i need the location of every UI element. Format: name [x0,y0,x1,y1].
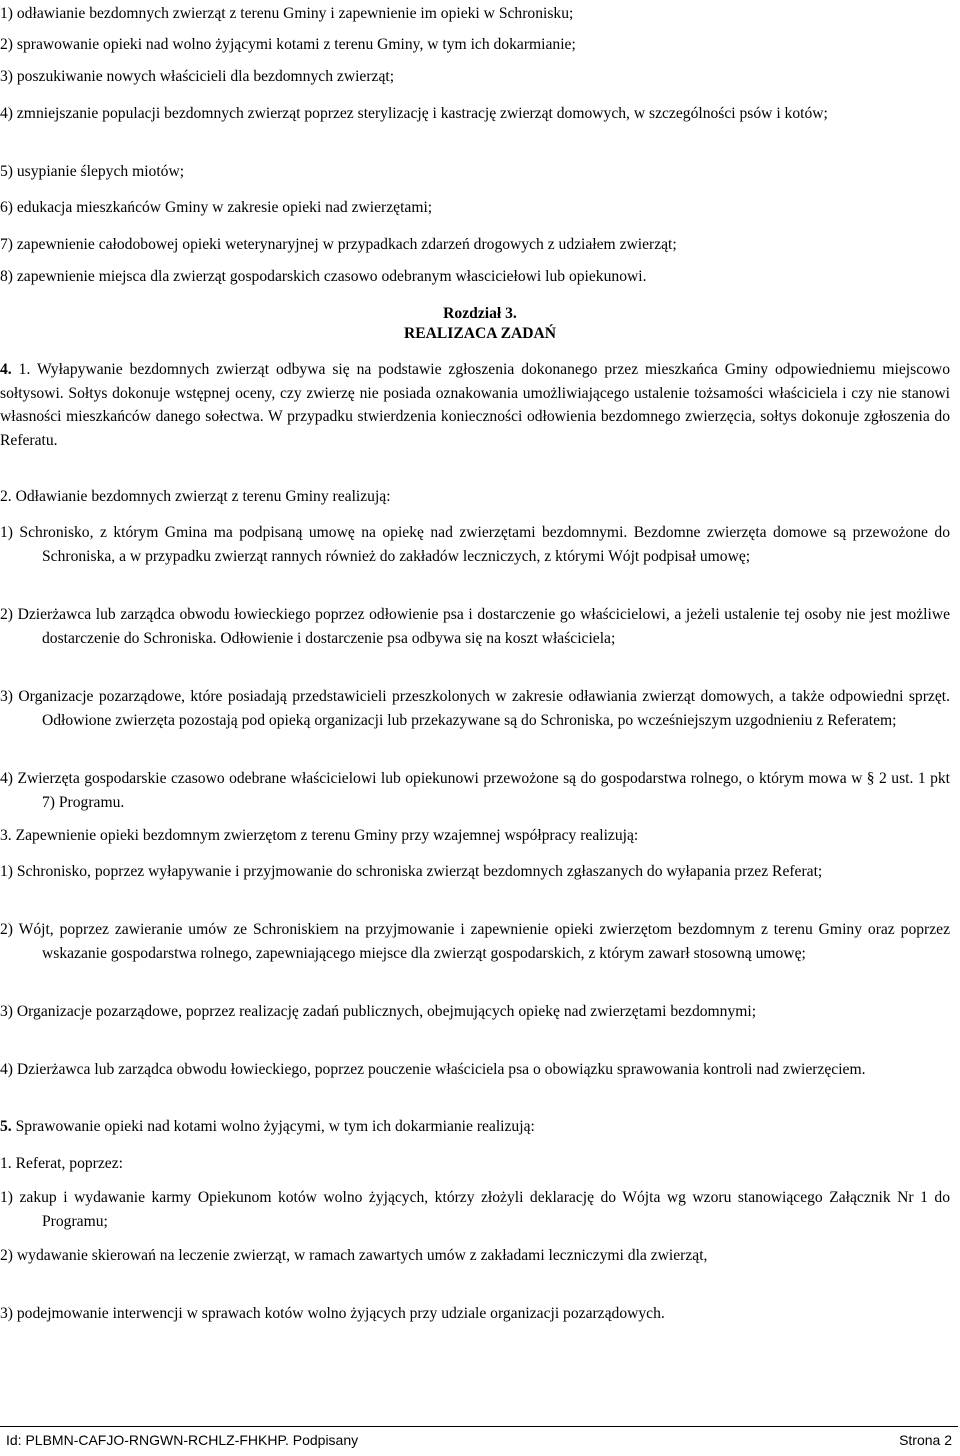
list-item: 3) Organizacje pozarządowe, poprzez realizację zadań publicznych, obejmujących opiekę nad zwierzętami bezdomnymi; [0,1003,757,1020]
list-item: 4) Zwierzęta gospodarskie czasowo odebrane właścicielowi lub opiekunowi przewożone są do gospodarstwa rolnego, o którym mowa w § 2 ust. 1 pkt 7) Programu. [0,770,950,811]
list-item: 3) podejmowanie interwencji w sprawach kotów wolno żyjących przy udziale organizacji pozarządowych. [0,1305,665,1322]
chapter-number: Rozdział 3. [443,305,517,322]
list-item: 2) wydawanie skierowań na leczenie zwierząt, w ramach zawartych umów z zakładami leczniczymi dla zwierząt, [0,1247,708,1264]
list-item: 5) usypianie ślepych miotów; [0,163,185,180]
list-item: 7) zapewnienie całodobowej opieki weterynaryjnej w przypadkach zdarzeń drogowych z udziałem zwierząt; [0,236,677,253]
chapter-title: REALIZACA ZADAŃ [403,325,557,342]
page-number: Strona 2 [899,1432,952,1448]
section-4-paragraph-3: 3. Zapewnienie opieki bezdomnym zwierzętom z terenu Gminy przy wzajemnej współpracy realizują: [0,827,639,844]
list-item: 4) zmniejszanie populacji bezdomnych zwierząt poprzez sterylizację i kastrację zwierząt domowych, w szczególności psów i kotów; [0,105,828,122]
list-item: 1) zakup i wydawanie karmy Opiekunom kotów wolno żyjących, którzy złożyli deklarację do Wójta wg wzoru stanowiącego Załącznik Nr 1 do Programu; [0,1189,950,1230]
list-item: 6) edukacja mieszkańców Gminy w zakresie opieki nad zwierzętami; [0,199,433,216]
list-item: 2) sprawowanie opieki nad wolno żyjącymi kotami z terenu Gminy, w tym ich dokarmianie; [0,36,576,53]
list-item: 8) zapewnienie miejsca dla zwierząt gospodarskich czasowo odebranym własciciełowi lub opiekunowi. [0,268,647,285]
list-item: 4) Dzierżawca lub zarządca obwodu łowieckiego, poprzez pouczenie właściciela psa o obowiązku sprawowania kontroli nad zwierzęciem. [0,1061,866,1078]
list-item: 2) Dzierżawca lub zarządca obwodu łowieckiego poprzez odłowienie psa i dostarczenie go właścicielowi, a jeżeli ustalenie tej osoby nie jest możliwe dostarczenie do Schroniska. Odłowienie i dostarczenie psa odbywa się na koszt właściciela; [0,606,950,647]
list-item: 2) Wójt, poprzez zawieranie umów ze Schroniskiem na przyjmowanie i zapewnienie opieki zwierzętom bezdomnym z terenu Gminy oraz poprzez wskazanie gospodarstwa rolnego, zapewniającego miejsce dla zwierząt gospodarskich, z którym zawarł stosowną umowę; [0,921,950,962]
list-item: 3) Organizacje pozarządowe, które posiadają przedstawicieli przeszkolonych w zakresie odławiania zwierząt domowych, a także odpowiedni sprzęt. Odłowione zwierzęta pozostają pod opieką organizacji lub przekazywane są do Schroniska, po wcześniejszym uzgodnieniu z Referatem; [0,688,950,729]
section-5-label: 5. [0,1118,12,1135]
section-4-label: 4. [0,361,12,378]
list-item: 3) poszukiwanie nowych właścicieli dla bezdomnych zwierząt; [0,68,395,85]
list-item: 1) Schronisko, z którym Gmina ma podpisaną umowę na opiekę nad zwierzętami bezdomnymi. Bezdomne zwierzęta domowe są przewożone do Schroniska, a w przypadku zwierząt rannych również do zakładów leczniczych, z którymi Wójt podpisał umowę; [0,524,950,565]
list-item: 1) Schronisko, poprzez wyłapywanie i przyjmowanie do schroniska zwierząt bezdomnych zgłaszanych do wyłapania przez Referat; [0,863,823,880]
section-5-subheading: 1. Referat, poprzez: [0,1155,123,1172]
section-4-paragraph-2: 2. Odławianie bezdomnych zwierząt z terenu Gminy realizują: [0,488,391,505]
list-item: 1) odławianie bezdomnych zwierząt z terenu Gminy i zapewnienie im opieki w Schronisku; [0,5,574,22]
footer-divider [0,1426,958,1427]
section-4-paragraph-1: 4. 1. Wyłapywanie bezdomnych zwierząt odbywa się na podstawie zgłoszenia dokonanego przez mieszkańca Gminy odpowiedniemu miejscowo sołtysowi. Sołtys dokonuje wstępnej oceny, czy zwierzę nie posiada oznakowania umożliwiającego ustalenie tożsamości właściciela i czy nie stanowi własności mieszkańców danego sołectwa. W przypadku stwierdzenia konieczności odłowienia bezdomnego zwierzęcia, sołtys dokonuje zgłoszenia do Referatu. [0,361,950,449]
document-id: Id: PLBMN-CAFJO-RNGWN-RCHLZ-FHKHP. Podpisany [6,1432,359,1448]
section-5-heading: 5. Sprawowanie opieki nad kotami wolno żyjącymi, w tym ich dokarmianie realizują: [0,1118,535,1135]
